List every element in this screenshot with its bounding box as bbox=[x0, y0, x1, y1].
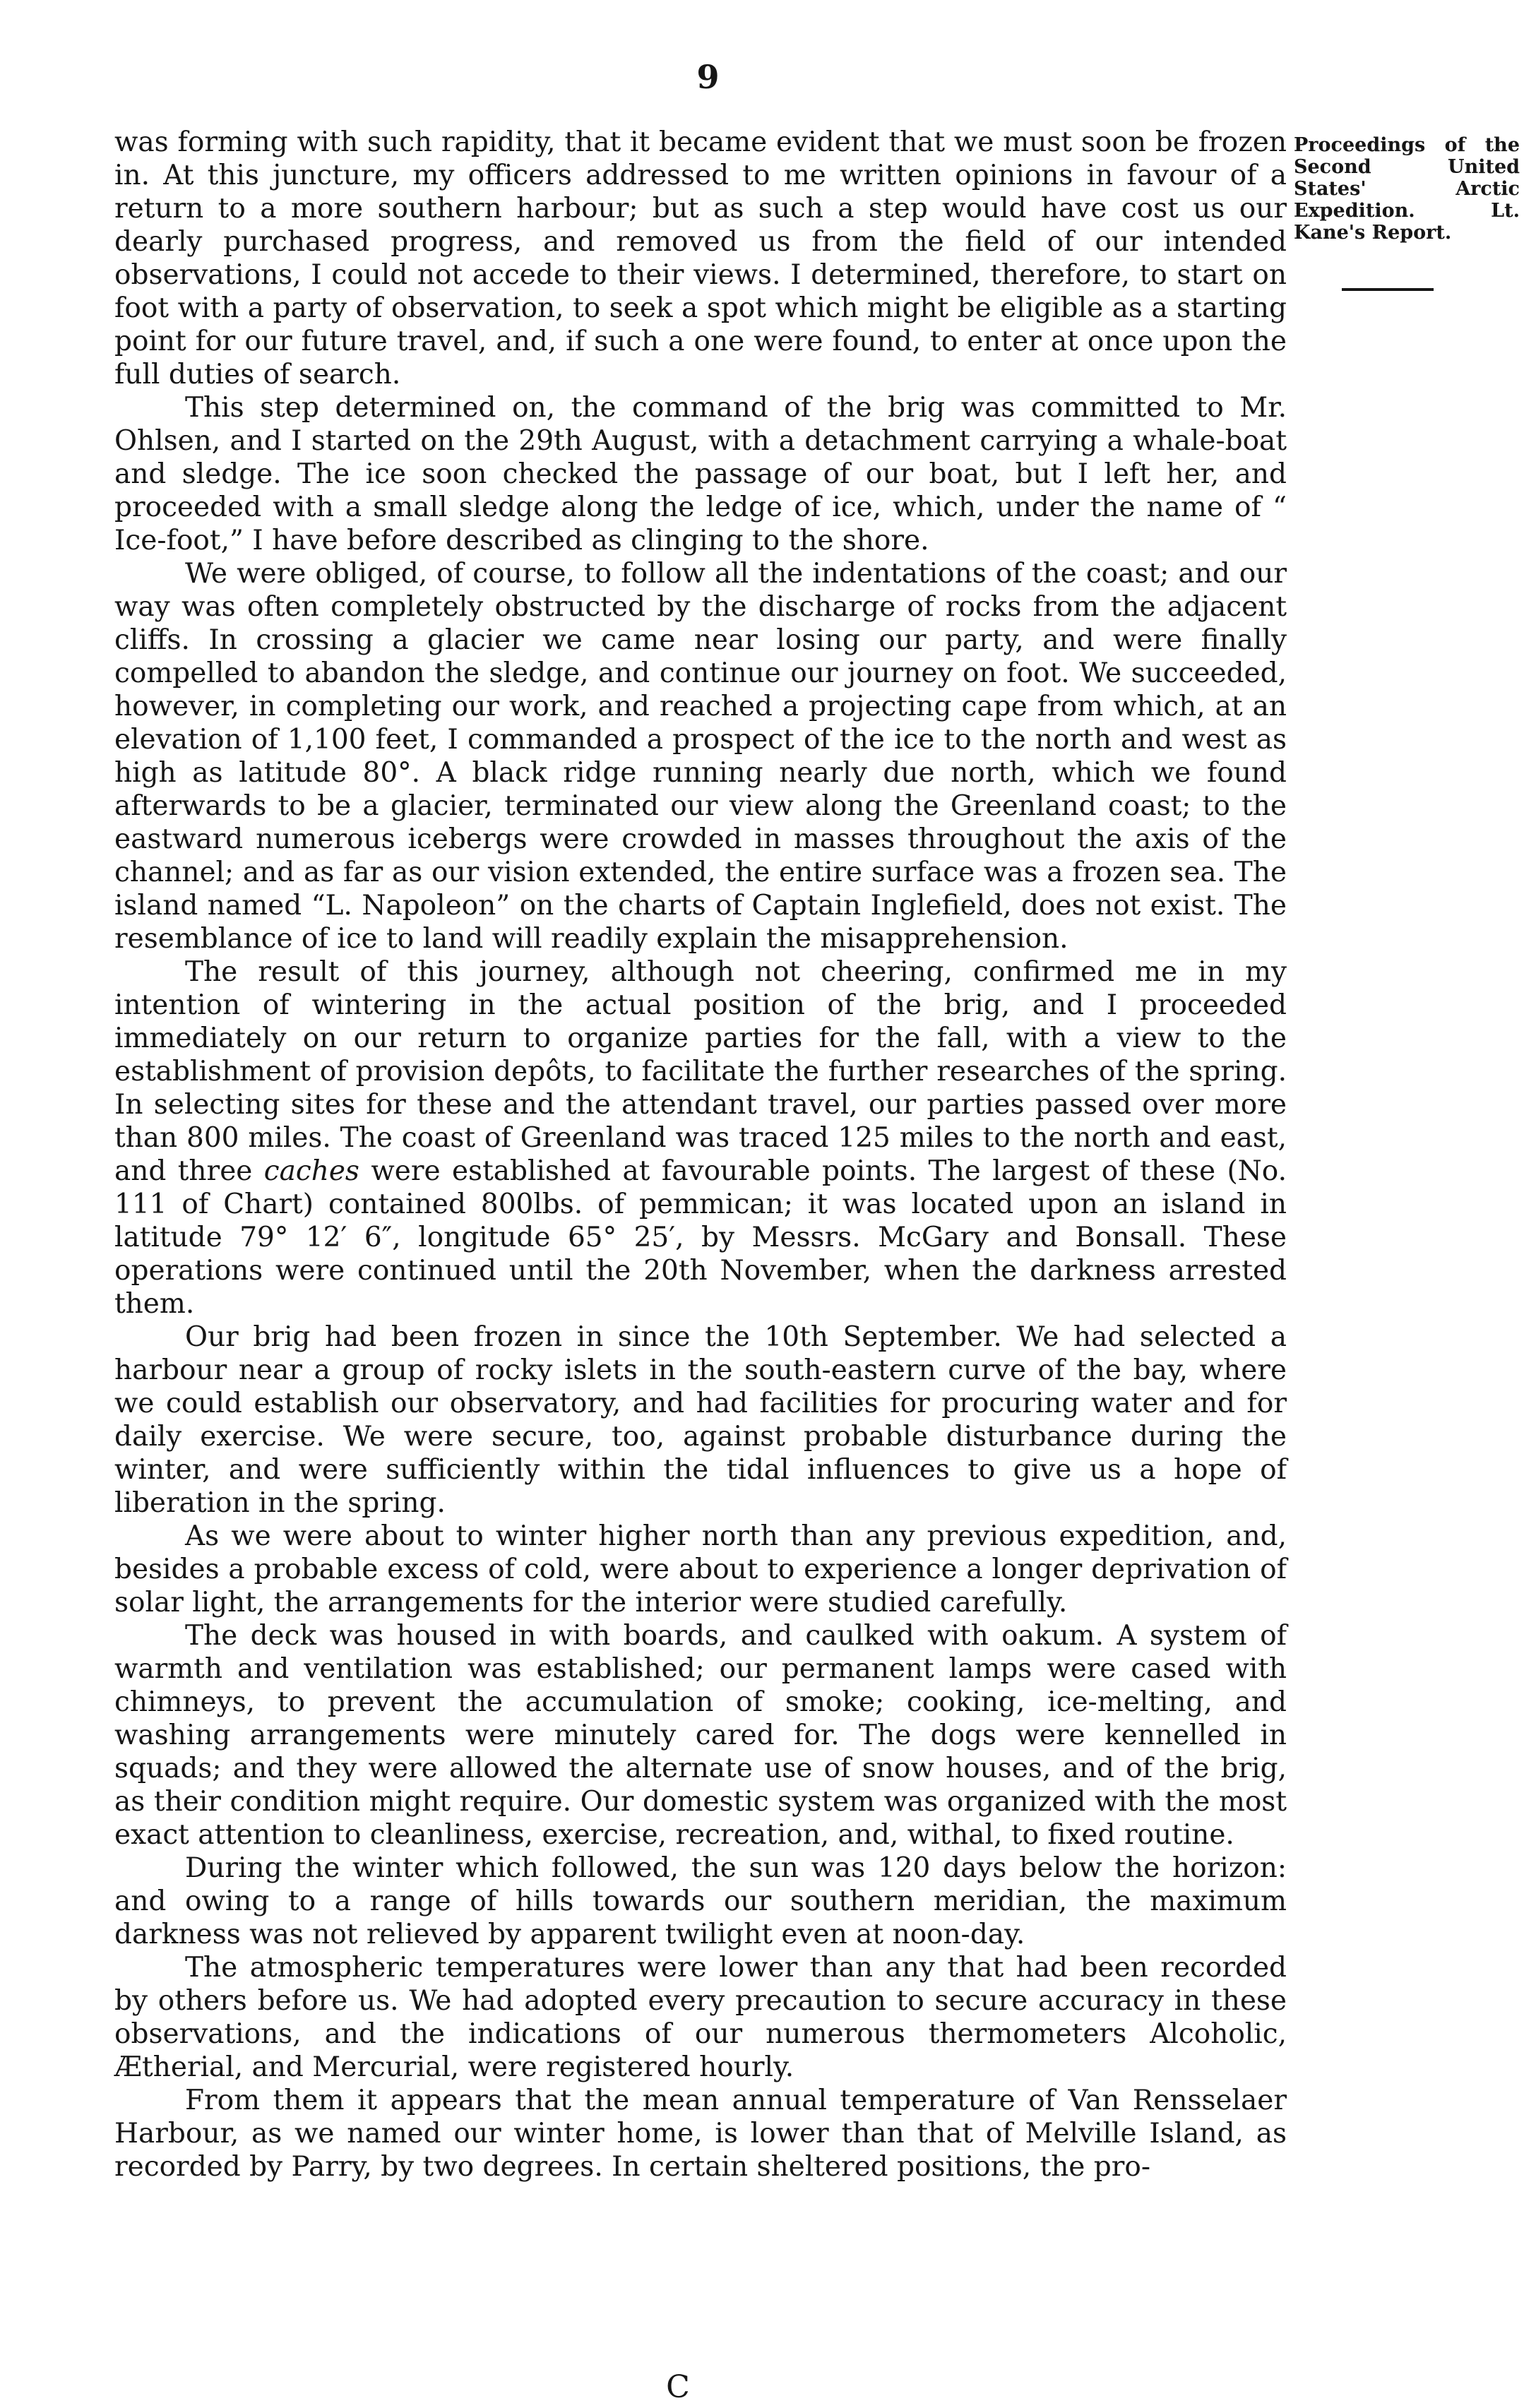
paragraph-4-part-1: The result of this journey, although not cheering, confirmed me in my intention of wintering in the actual position of the brig, and I proceeded immediately on our return to organize parties for the fall, with a view to the establishment of provision depôts, to facilitate the further researches of the spring. In selecting sites for these and the attendant travel, our parties passed over more than 800 miles. The coast of Greenland was traced 125 miles to the north and east, and three bbox=[114, 956, 1287, 1187]
caches-word: caches bbox=[263, 1155, 359, 1187]
paragraph-8: During the winter which followed, the sun was 120 days below the horizon: and owing to a range of hills towards our southern meridian, the maximum darkness was not relieved by apparent twilight even at noon-day. bbox=[114, 1852, 1287, 1950]
paragraph-4-part-2: were established at favourable points. The largest of these (No. 111 of Chart) contained 800lbs. of pemmican; it was located upon an island in latitude 79° 12′ 6″, longitude 65° 25′, by Messrs. McGary and Bonsall. These operations were continued until the 20th November, when the darkness arrested them. bbox=[114, 1155, 1287, 1320]
paragraph-7: The deck was housed in with boards, and caulked with oakum. A system of warmth and ventilation was established; our permanent lamps were cased with chimneys, to prevent the accumulation of smoke; cooking, ice-melting, and washing arrangements were minutely cared for. The dogs were kennelled in squads; and they were allowed the alternate use of snow houses, and of the brig, as their condition might require. Our domestic system was organized with the most exact attention to cleanliness, exercise, recreation, and, withal, to fixed routine. bbox=[114, 1620, 1287, 1851]
page-number: 9 bbox=[696, 58, 720, 96]
paragraph-5: Our brig had been frozen in since the 10th September. We had selected a harbour near a group of rocky islets in the south-eastern curve of the bay, where we could establish our observatory, and had facilities for procuring water and for daily exercise. We were secure, too, against probable disturbance during the winter, and were sufficiently within the tidal influences to give us a hope of liberation in the spring. bbox=[114, 1321, 1287, 1519]
body-text bbox=[114, 126, 1287, 2183]
margin-note: Proceedings of the Second United States' Arctic Expedition. Lt. Kane's Report. bbox=[1294, 134, 1520, 244]
signature-mark: C bbox=[666, 2369, 690, 2405]
paragraph-3: We were obliged, of course, to follow all the indentations of the coast; and our way was often completely obstructed by the discharge of rocks from the adjacent cliffs. In crossing a glacier we came near losing our party, and were finally compelled to abandon the sledge, and continue our journey on foot. We succeeded, however, in completing our work, and reached a projecting cape from which, at an elevation of 1,100 feet, I commanded a prospect of the ice to the north and west as high as latitude 80°. A black ridge running nearly due north, which we found afterwards to be a glacier, terminated our view along the Greenland coast; to the eastward numerous icebergs were crowded in masses throughout the axis of the channel; and as far as our vision extended, the entire surface was a frozen sea. The island named “L. Napoleon” on the charts of Captain Inglefield, does not exist. The resemblance of ice to land will readily explain the misapprehension. bbox=[114, 558, 1287, 955]
paragraph-2: This step determined on, the command of the brig was committed to Mr. Ohlsen, and I started on the 29th August, with a detachment carrying a whale-boat and sledge. The ice soon checked the passage of our boat, but I left her, and proceeded with a small sledge along the ledge of ice, which, under the name of “ Ice-foot,” I have before described as clinging to the shore. bbox=[114, 392, 1287, 556]
paragraph-6: As we were about to winter higher north than any previous expedition, and, besides a probable excess of cold, were about to experience a longer deprivation of solar light, the arrangements for the interior were studied carefully. bbox=[114, 1520, 1287, 1619]
paragraph-1: was forming with such rapidity, that it became evident that we must soon be frozen in. At this juncture, my officers addressed to me written opinions in favour of a return to a more southern harbour; but as such a step would have cost us our dearly purchased progress, and removed us from the field of our intended observations, I could not accede to their views. I determined, therefore, to start on foot with a party of observation, to seek a spot which might be eligible as a starting point for our future travel, and, if such a one were found, to enter at once upon the full duties of search. bbox=[114, 126, 1287, 391]
margin-note-rule bbox=[1342, 288, 1434, 291]
paragraph-4 bbox=[114, 955, 1287, 1321]
paragraph-10: From them it appears that the mean annual temperature of Van Rensselaer Harbour, as we named our winter home, is lower than that of Melville Island, as recorded by Parry, by two degrees. In certain sheltered positions, the pro- bbox=[114, 2085, 1287, 2183]
paragraph-9: The atmospheric temperatures were lower than any that had been recorded by others before us. We had adopted every precaution to secure accuracy in these observations, and the indications of our numerous thermometers Alcoholic, Ætherial, and Mercurial, were registered hourly. bbox=[114, 1952, 1287, 2083]
